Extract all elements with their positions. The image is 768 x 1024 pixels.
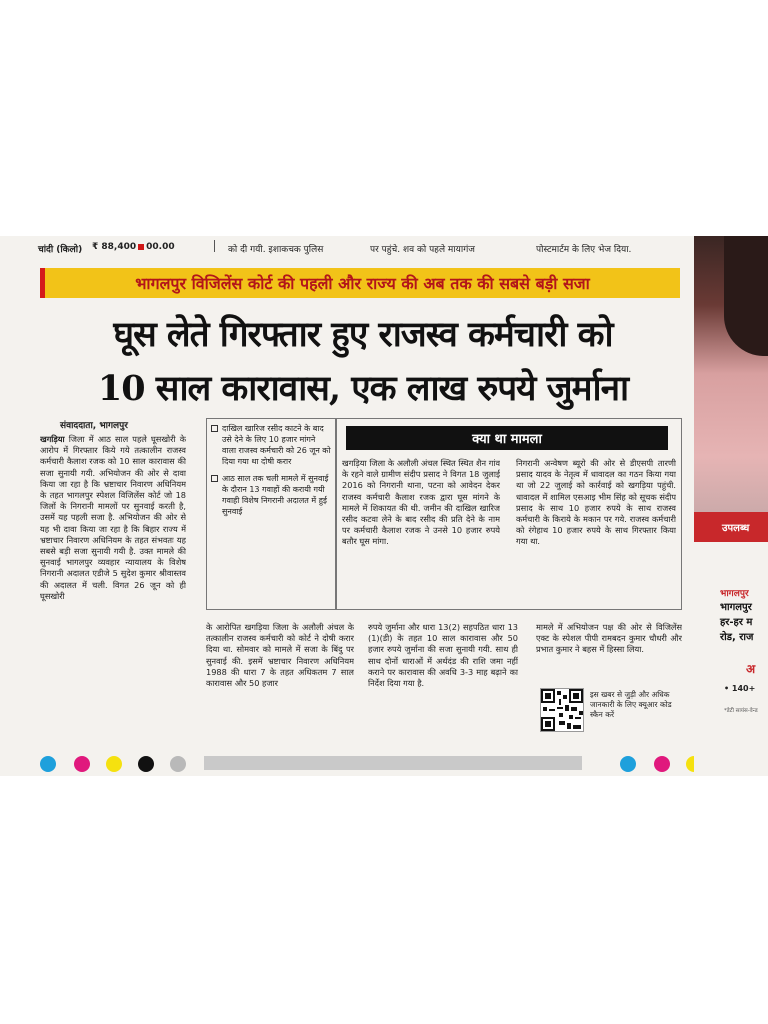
- registration-mark-magenta: [654, 756, 670, 772]
- qr-code-icon[interactable]: [540, 688, 584, 732]
- kicker-banner: भागलपुर विजिलेंस कोर्ट की पहली और राज्य की अब तक की सबसे बड़ी सजा: [40, 268, 680, 298]
- adjacent-page-panel: [694, 236, 768, 776]
- checkbox-bullet-icon: [211, 475, 218, 482]
- silver-price-value: [92, 242, 175, 252]
- highlights-box: [206, 418, 336, 610]
- byline: संवाददाता, भागलपुर: [60, 421, 128, 431]
- body-column-2: रुपये जुर्माना और धारा 13(2) सहपठित धारा 13 (1)(डी) के तहत 10 साल कारावास और 50 हजार रुपये जुर्माना की सजा सुनायी गयी. साथ ही साथ दोनों धाराओं में अर्थदंड की राशि जमा नहीं कराने पर कारावास की अवधि 3-3 माह बढ़ाने का निर्देश दिया गया है.: [368, 622, 518, 689]
- checkbox-bullet-icon: [211, 425, 218, 432]
- headline-line-1: घूस लेते गिरफ्तार हुए राजस्व कर्मचारी को: [113, 314, 613, 355]
- headline-line-2: 10 साल कारावास, एक लाख रुपये जुर्माना: [97, 368, 629, 409]
- newspaper-clipping: [0, 236, 768, 776]
- registration-mark-grey: [170, 756, 186, 772]
- body-column-1: के आरोपित खगड़िया जिला के अलौली अंचल के तत्कालीन राजस्व कर्मचारी को कोर्ट ने दोषी करार दिया था. सोमवार को मामले में सजा के बिंदु पर सुनवाई की. इसमें भ्रष्टाचार निवारण अधिनियम 1988 की धारा 7 के तहत अधिकतम 7 साल कारावास और 50 हजार: [206, 622, 354, 689]
- registration-mark-black: [138, 756, 154, 772]
- lead-text: जिला में आठ साल पहले घूसखोरी के आरोप में गिरफ्तार किये गये तत्कालीन राजस्व कर्मचारी कैलाश रजक को 10 साल कारावास की सजा सुनायी गयी. अभियोजन की ओर से दावा किया जा रहा है कि भ्रष्टाचार निवारण अधिनियम के तहत भागलपुर स्पेशल विजिलेंस कोर्ट जो 18 जिलों के निगरानी मामलों पर सुनवाई करती है, उसमें यह पहली सजा है. अभियोजन की ओर से यह भी दावा किया जा रहा है कि बिहार राज्य में भ्रष्टाचार निवारण अधिनियम के तहत संभवतः यह सबसे बड़ी सजा सुनायी गयी है. उक्त मामले की सुनवाई भागलपुर व्यवहार न्यायालय के विशेष निगरानी अदालत एडीजे 5 सुदेश कुमार श्रीवास्तव की अदालत में चली. विगत 26 जून को ही घूसखोरी: [40, 434, 186, 601]
- side-letter: अ: [746, 662, 756, 676]
- silver-price: ₹ 88,400: [92, 242, 137, 252]
- highlight-item: [211, 423, 331, 467]
- side-count: • 140+: [724, 684, 756, 693]
- advert-photo-hair: [724, 236, 768, 356]
- dateline: खगड़िया: [40, 434, 65, 444]
- registration-mark-yellow: [106, 756, 122, 772]
- side-city: भागलपुर: [720, 589, 749, 599]
- silver-price-label: चांदी (किलो): [38, 245, 83, 255]
- running-text: पर पहुंचे. शव को पहले मायागंज: [370, 245, 475, 255]
- highlight-text: आठ साल तक चली मामले में सुनवाई के दौरान 13 गवाहों की करायी गयी गवाही विशेष निगरानी अदालत में हुई सुनवाई: [222, 474, 329, 516]
- running-text: पोस्टमार्टम के लिए भेज दिया.: [536, 245, 632, 255]
- body-column-3: मामले में अभियोजन पक्ष की ओर से विजिलेंस एक्ट के स्पेशल पीपी रामबदन कुमार चौधरी और प्रभात कुमार ने बहस में हिस्सा लिया.: [536, 622, 682, 655]
- highlight-text: दाखिल खारिज रसीद काटने के बाद उसे देने के लिए 10 हजार मांगने वाला राजस्व कर्मचारी को 26 जून को दिया गया था दोषी करार: [222, 424, 331, 466]
- side-text-line: भागलपुर: [720, 602, 752, 613]
- qr-caption: इस खबर से जुड़ी और अधिक जानकारी के लिए क्यूआर कोड स्कैन करें: [590, 690, 672, 719]
- case-box-title: क्या था मामला: [346, 426, 668, 450]
- side-text-line: हर-हर म: [720, 617, 753, 628]
- side-footnote: *डेटी सायंस-वेन्ड: [724, 708, 758, 714]
- case-column-1: खगड़िया जिला के अलौली अंचल स्थित स्थित शैन गांव के रहने वाले ग्रामीण संदीप प्रसाद ने विगत 18 जुलाई 2016 को निगरानी थाना, पटना को आवेदन देकर राजस्व कर्मचारी कैलाश रजक द्वारा घूस मांगने के मामले में शिकायत की थी. जमीन की दाखिल खारिज रसीद कटवा लेने के बाद रसीद की प्रति देने के नाम पर कर्मचारी कैलाश रजक ने उनसे 10 हजार रुपये बतौर घूस मांगा.: [342, 458, 500, 547]
- registration-mark-magenta: [74, 756, 90, 772]
- side-text: [720, 600, 753, 645]
- registration-mark-cyan: [620, 756, 636, 772]
- side-text-line: रोड, राज: [720, 632, 754, 643]
- highlight-item: [211, 473, 331, 517]
- price-down-icon: [138, 244, 144, 250]
- running-text: को दी गयी. इशाकचक पुलिस: [228, 245, 324, 255]
- registration-bar: [204, 756, 582, 770]
- silver-change: 00.00: [146, 242, 175, 252]
- side-red-band: उपलब्ध: [694, 512, 768, 542]
- case-column-2: निगरानी अन्वेषण ब्यूरो की ओर से डीएसपी तारणी प्रसाद यादव के नेतृत्व में धावादल का गठन किया गया था जो 22 जुलाई को कार्रवाई को खगड़िया पहुंची. धावादल में शामिल एसआइ भीम सिंह को सूचक संदीप प्रसाद के साथ 10 हजार रुपये के साथ राजस्व कर्मचारी के किराये के मकान पर गये. राजस्व कर्मचारी को रंगेहाथ 10 हजार रुपये के साथ गिरफ्तार किया गया था.: [516, 458, 676, 547]
- registration-mark-cyan: [40, 756, 56, 772]
- column-divider: [214, 240, 215, 252]
- lead-column: [40, 434, 186, 752]
